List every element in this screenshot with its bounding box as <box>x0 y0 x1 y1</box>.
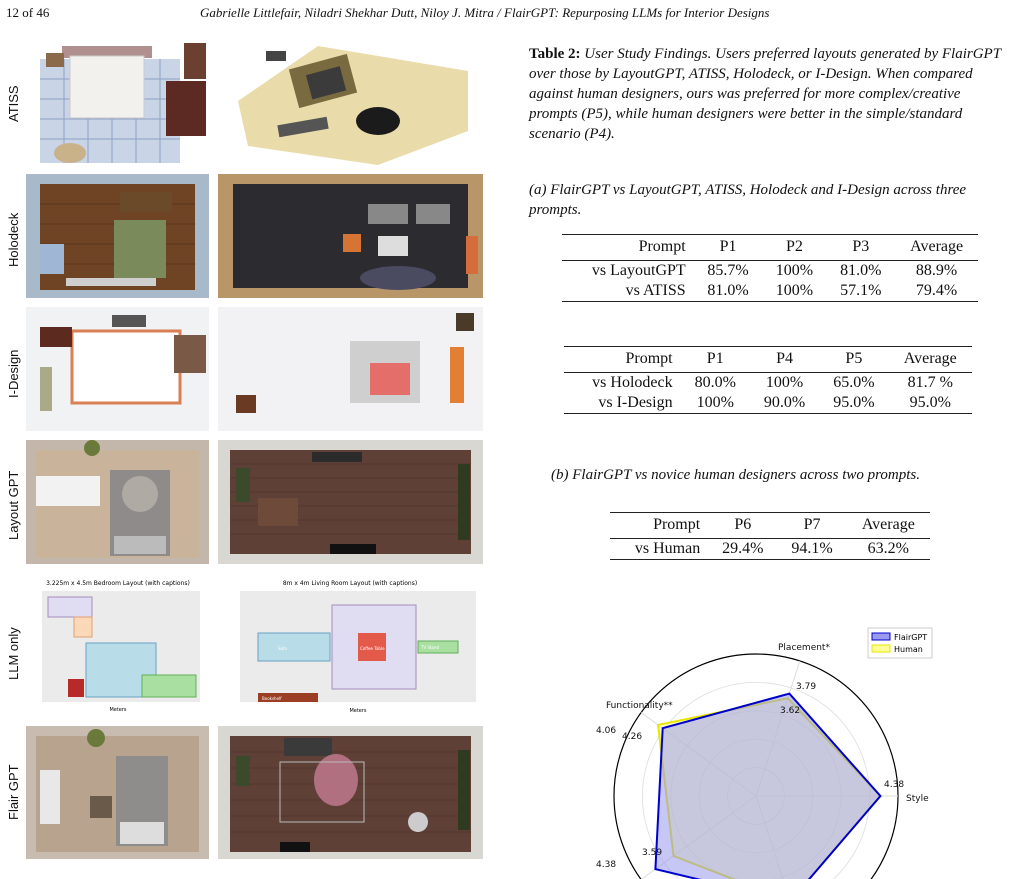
table-cell: 100% <box>775 282 814 299</box>
caption-label: Table 2: <box>529 46 581 62</box>
radar-legend <box>868 628 932 658</box>
table-cell: 95.0% <box>909 394 951 411</box>
flairgpt-bedroom-render <box>26 726 209 859</box>
table-cell: vs ATISS <box>625 282 686 299</box>
th: Average <box>903 350 957 367</box>
value-label-placement-flair: 3.79 <box>796 682 817 692</box>
table-cell: 100% <box>696 394 734 411</box>
atiss-living-render <box>218 41 483 165</box>
holodeck-living-render <box>218 174 483 298</box>
row-label-flairgpt: Flair GPT <box>6 764 21 820</box>
table-cell: 100% <box>765 374 804 391</box>
radar-series <box>655 694 880 879</box>
layoutgpt-bedroom-render <box>26 440 209 564</box>
llm-only-bedroom-chart <box>26 575 209 715</box>
layoutgpt-living-render <box>218 440 483 564</box>
axis-label-placement: Placement* <box>778 643 830 653</box>
svg-text:Coffee Table: Coffee Table <box>360 646 385 651</box>
table-a-part1 <box>562 234 978 302</box>
llm-only-living-chart <box>218 575 483 715</box>
table-cell: 29.4% <box>722 540 764 557</box>
atiss-bedroom-render <box>26 41 209 165</box>
svg-text:Meters: Meters <box>109 707 127 713</box>
radar-series-flairgpt <box>655 694 880 879</box>
radar-chart <box>560 620 960 879</box>
page-number: 12 of 46 <box>6 5 50 20</box>
caption-text: User Study Findings. Users preferred layouts generated by FlairGPT over those by LayoutGPT, ATISS, Holodeck, or I-Design. When compared against human designers, ours was preferred for more complex/creative prompts (P5), while human designers were better in the simple/standard scenario (P4). <box>529 46 1001 142</box>
axis-label-functionality: Functionality** <box>606 701 673 711</box>
idesign-bedroom-render <box>26 307 209 431</box>
table-cell: 90.0% <box>763 394 806 411</box>
value-label-lower-human: 3.59 <box>642 848 663 858</box>
subcaption-a: (a) FlairGPT vs LayoutGPT, ATISS, Holodeck and I-Design across three prompts. <box>529 182 967 218</box>
row-label-atiss: ATISS <box>6 85 21 122</box>
th: Prompt <box>625 350 673 367</box>
th: P5 <box>845 350 863 367</box>
table-cell: 100% <box>775 262 814 279</box>
legend-swatch-human <box>872 645 890 652</box>
value-label-functionality-flair: 4.06 <box>596 726 617 736</box>
table-cell: vs Human <box>634 540 701 557</box>
table-cell: 65.0% <box>833 374 875 391</box>
svg-text:8m x 4m Living Room Layout (wi: 8m x 4m Living Room Layout (with captions) <box>282 580 418 587</box>
table-cell: 80.0% <box>694 374 736 391</box>
table-cell: vs I-Design <box>598 394 673 411</box>
th: P1 <box>719 238 737 255</box>
table-cell: 85.7% <box>707 262 749 279</box>
table-cell: 63.2% <box>867 540 909 557</box>
th: P3 <box>852 238 870 255</box>
table-b <box>610 512 930 560</box>
table-cell: 81.0% <box>840 262 882 279</box>
row-label-idesign: I-Design <box>6 349 21 398</box>
table-cell: 81.0% <box>707 282 749 299</box>
table-cell: 57.1% <box>840 282 882 299</box>
table-caption <box>529 44 1010 144</box>
axis-label-style: Style <box>906 794 929 804</box>
th: P7 <box>803 516 821 533</box>
table-cell: vs LayoutGPT <box>591 262 686 279</box>
table-cell: 94.1% <box>791 540 833 557</box>
row-label-layoutgpt: Layout GPT <box>6 470 21 540</box>
legend-swatch-flairgpt <box>872 633 890 640</box>
value-label-style: 4.38 <box>884 780 905 790</box>
svg-text:Sofa: Sofa <box>278 646 287 651</box>
th: P2 <box>785 238 803 255</box>
table-a-part2 <box>564 346 972 414</box>
svg-text:TV Stand: TV Stand <box>421 645 440 650</box>
th: P4 <box>776 350 794 367</box>
th: Prompt <box>653 516 701 533</box>
row-label-holodeck: Holodeck <box>6 212 21 267</box>
idesign-living-render <box>218 307 483 431</box>
svg-text:Bookshelf: Bookshelf <box>262 696 282 701</box>
table-cell: 88.9% <box>915 262 958 279</box>
svg-text:3.225m x 4.5m Bedroom Layout (: 3.225m x 4.5m Bedroom Layout (with captions) <box>46 580 190 587</box>
legend-label-flairgpt: FlairGPT <box>894 633 928 642</box>
holodeck-bedroom-render <box>26 174 209 298</box>
th: P1 <box>706 350 724 367</box>
value-label-lower-flair: 4.38 <box>596 860 617 870</box>
svg-text:Meters: Meters <box>349 708 367 714</box>
table-cell: 79.4% <box>915 282 958 299</box>
value-label-functionality-human: 4.26 <box>622 732 643 742</box>
table-cell: vs Holodeck <box>592 374 673 391</box>
th: Prompt <box>638 238 686 255</box>
table-cell: 81.7 % <box>907 374 953 391</box>
legend-label-human: Human <box>894 645 923 654</box>
flairgpt-living-render <box>218 726 483 859</box>
value-label-placement-human: 3.62 <box>780 706 801 716</box>
row-label-llm-only: LLM only <box>6 627 21 680</box>
running-title: Gabrielle Littlefair, Niladri Shekhar Dutt, Niloy J. Mitra / FlairGPT: Repurposing LLMs for Interior Designs <box>200 5 770 20</box>
table-cell: 95.0% <box>833 394 875 411</box>
th: Average <box>861 516 915 533</box>
th: Average <box>910 238 964 255</box>
th: P6 <box>734 516 752 533</box>
subcaption-b: (b) FlairGPT vs novice human designers across two prompts. <box>551 467 921 483</box>
